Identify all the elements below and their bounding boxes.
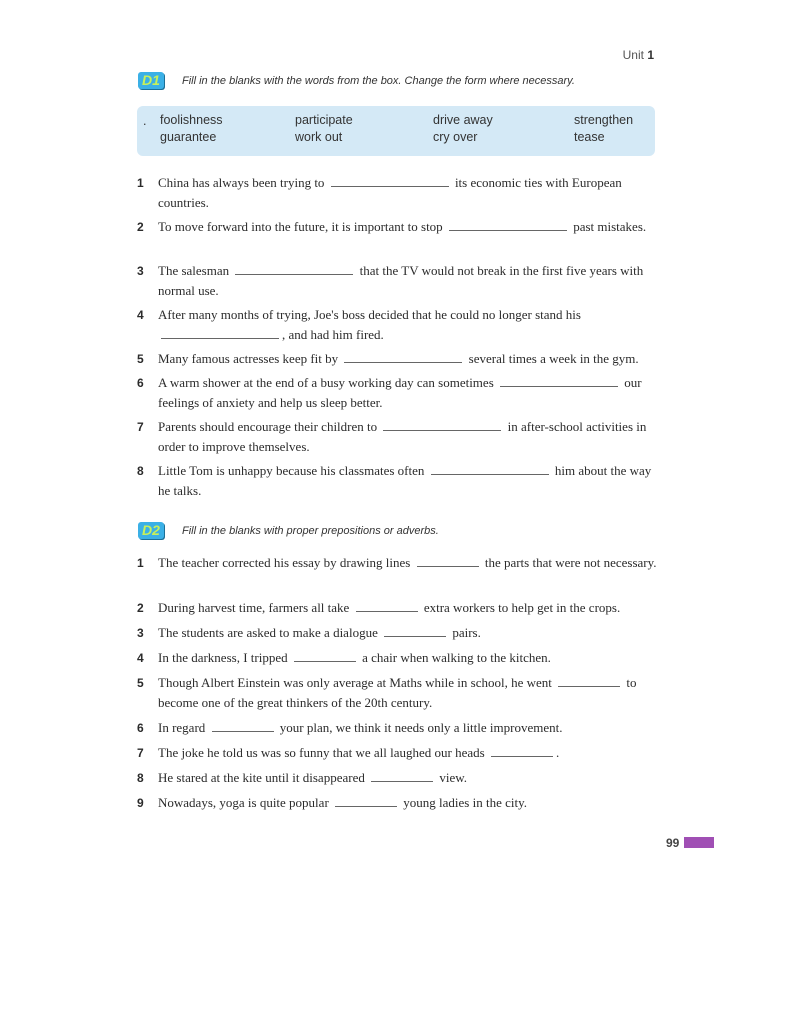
section-d2-badge: D2 — [138, 522, 164, 539]
item-number: 2 — [137, 601, 144, 615]
exercise-item — [137, 553, 657, 573]
item-number: 5 — [137, 352, 144, 366]
item-text: our feelings of anxiety and help us sleep better. — [158, 375, 642, 410]
exercise-item — [137, 718, 657, 738]
exercise-item — [137, 373, 657, 413]
section-d1-instruction: Fill in the blanks with the words from the box. Change the form where necessary. — [182, 74, 575, 87]
exercise-item — [137, 673, 657, 713]
exercise-item — [137, 648, 657, 668]
item-text: A warm shower at the end of a busy working day can sometimes — [158, 375, 498, 390]
item-text: Nowadays, yoga is quite popular — [158, 795, 333, 810]
item-text: pairs. — [449, 625, 481, 640]
item-number: 1 — [137, 556, 144, 570]
answer-blank[interactable] — [344, 349, 462, 363]
item-text: its economic ties with European countries. — [158, 175, 622, 210]
item-text: Many famous actresses keep fit by — [158, 351, 342, 366]
answer-blank[interactable] — [558, 673, 620, 687]
item-text: In the darkness, I tripped — [158, 650, 291, 665]
answer-blank[interactable] — [491, 743, 553, 757]
item-number: 9 — [137, 796, 144, 810]
answer-blank[interactable] — [331, 173, 449, 187]
exercise-item — [137, 623, 657, 643]
section-d1-header — [138, 72, 575, 89]
exercise-item — [137, 349, 657, 369]
item-number: 7 — [137, 746, 144, 760]
exercise-item — [137, 417, 657, 457]
word-box — [137, 106, 655, 156]
item-number: 6 — [137, 721, 144, 735]
item-number: 5 — [137, 676, 144, 690]
item-text: During harvest time, farmers all take — [158, 600, 353, 615]
exercise-item — [137, 793, 657, 813]
item-text: the parts that were not necessary. — [481, 555, 657, 570]
item-text: young ladies in the city. — [400, 795, 527, 810]
unit-number: 1 — [647, 48, 654, 62]
section-d2-instruction: Fill in the blanks with proper prepositions or adverbs. — [182, 524, 439, 537]
answer-blank[interactable] — [383, 417, 501, 431]
item-text: that the TV would not break in the first five years with normal use. — [158, 263, 644, 298]
item-text: The teacher corrected his essay by drawing lines — [158, 555, 414, 570]
item-text: To move forward into the future, it is important to stop — [158, 219, 446, 234]
item-number: 8 — [137, 771, 144, 785]
answer-blank[interactable] — [161, 325, 279, 339]
item-text: in after-school activities in order to improve themselves. — [158, 419, 647, 454]
bullet-icon: . — [143, 114, 147, 128]
item-text: Though Albert Einstein was only average at Maths while in school, he went — [158, 675, 556, 690]
exercise-item — [137, 743, 657, 763]
item-text: China has always been trying to — [158, 175, 328, 190]
exercise-item — [137, 768, 657, 788]
item-text: view. — [436, 770, 468, 785]
page-accent-bar — [684, 837, 714, 848]
answer-blank[interactable] — [449, 217, 567, 231]
item-text: past mistakes. — [569, 219, 647, 234]
answer-blank[interactable] — [500, 373, 618, 387]
item-number: 1 — [137, 176, 144, 190]
item-text: to become one of the great thinkers of the 20th century. — [158, 675, 637, 710]
box-word: work out — [295, 130, 343, 144]
item-number: 8 — [137, 464, 144, 478]
box-word: strengthen — [574, 113, 634, 127]
box-word: guarantee — [160, 130, 217, 144]
item-number: 2 — [137, 220, 144, 234]
answer-blank[interactable] — [356, 598, 418, 612]
answer-blank[interactable] — [371, 768, 433, 782]
box-word: foolishness — [160, 113, 223, 127]
unit-label: Unit 1 — [622, 48, 654, 62]
answer-blank[interactable] — [431, 461, 549, 475]
answer-blank[interactable] — [212, 718, 274, 732]
section-d1-badge: D1 — [138, 72, 164, 89]
item-number: 3 — [137, 264, 144, 278]
exercise-item — [137, 173, 657, 213]
answer-blank[interactable] — [335, 793, 397, 807]
exercise-item — [137, 217, 657, 237]
box-word: participate — [295, 113, 353, 127]
answer-blank[interactable] — [384, 623, 446, 637]
box-word: cry over — [433, 130, 478, 144]
exercise-item — [137, 261, 657, 301]
item-text: The salesman — [158, 263, 233, 278]
exercise-item — [137, 461, 657, 501]
item-text: Little Tom is unhappy because his classmates often — [158, 463, 428, 478]
box-word: drive away — [433, 113, 493, 127]
item-text: The joke he told us was so funny that we all laughed our heads — [158, 745, 488, 760]
item-text: him about the way he talks. — [158, 463, 652, 498]
exercise-item — [137, 598, 657, 618]
item-number: 4 — [137, 651, 144, 665]
item-text: several times a week in the gym. — [465, 351, 639, 366]
item-number: 4 — [137, 308, 144, 322]
item-number: 6 — [137, 376, 144, 390]
item-text: your plan, we think it needs only a little improvement. — [276, 720, 563, 735]
item-text: , and had him fired. — [282, 327, 384, 342]
item-text: He stared at the kite until it disappeared — [158, 770, 369, 785]
section-d2-header — [138, 522, 439, 539]
answer-blank[interactable] — [417, 553, 479, 567]
item-text: a chair when walking to the kitchen. — [358, 650, 551, 665]
page-number: 99 — [666, 836, 680, 850]
answer-blank[interactable] — [294, 648, 356, 662]
item-number: 7 — [137, 420, 144, 434]
box-word: tease — [574, 130, 605, 144]
item-number: 3 — [137, 626, 144, 640]
item-text: extra workers to help get in the crops. — [420, 600, 621, 615]
item-text: . — [555, 745, 560, 760]
item-text: Parents should encourage their children to — [158, 419, 381, 434]
exercise-item — [137, 305, 657, 345]
item-text: The students are asked to make a dialogue — [158, 625, 382, 640]
item-text: After many months of trying, Joe's boss decided that he could no longer stand his — [158, 307, 581, 322]
item-text: In regard — [158, 720, 209, 735]
answer-blank[interactable] — [235, 261, 353, 275]
